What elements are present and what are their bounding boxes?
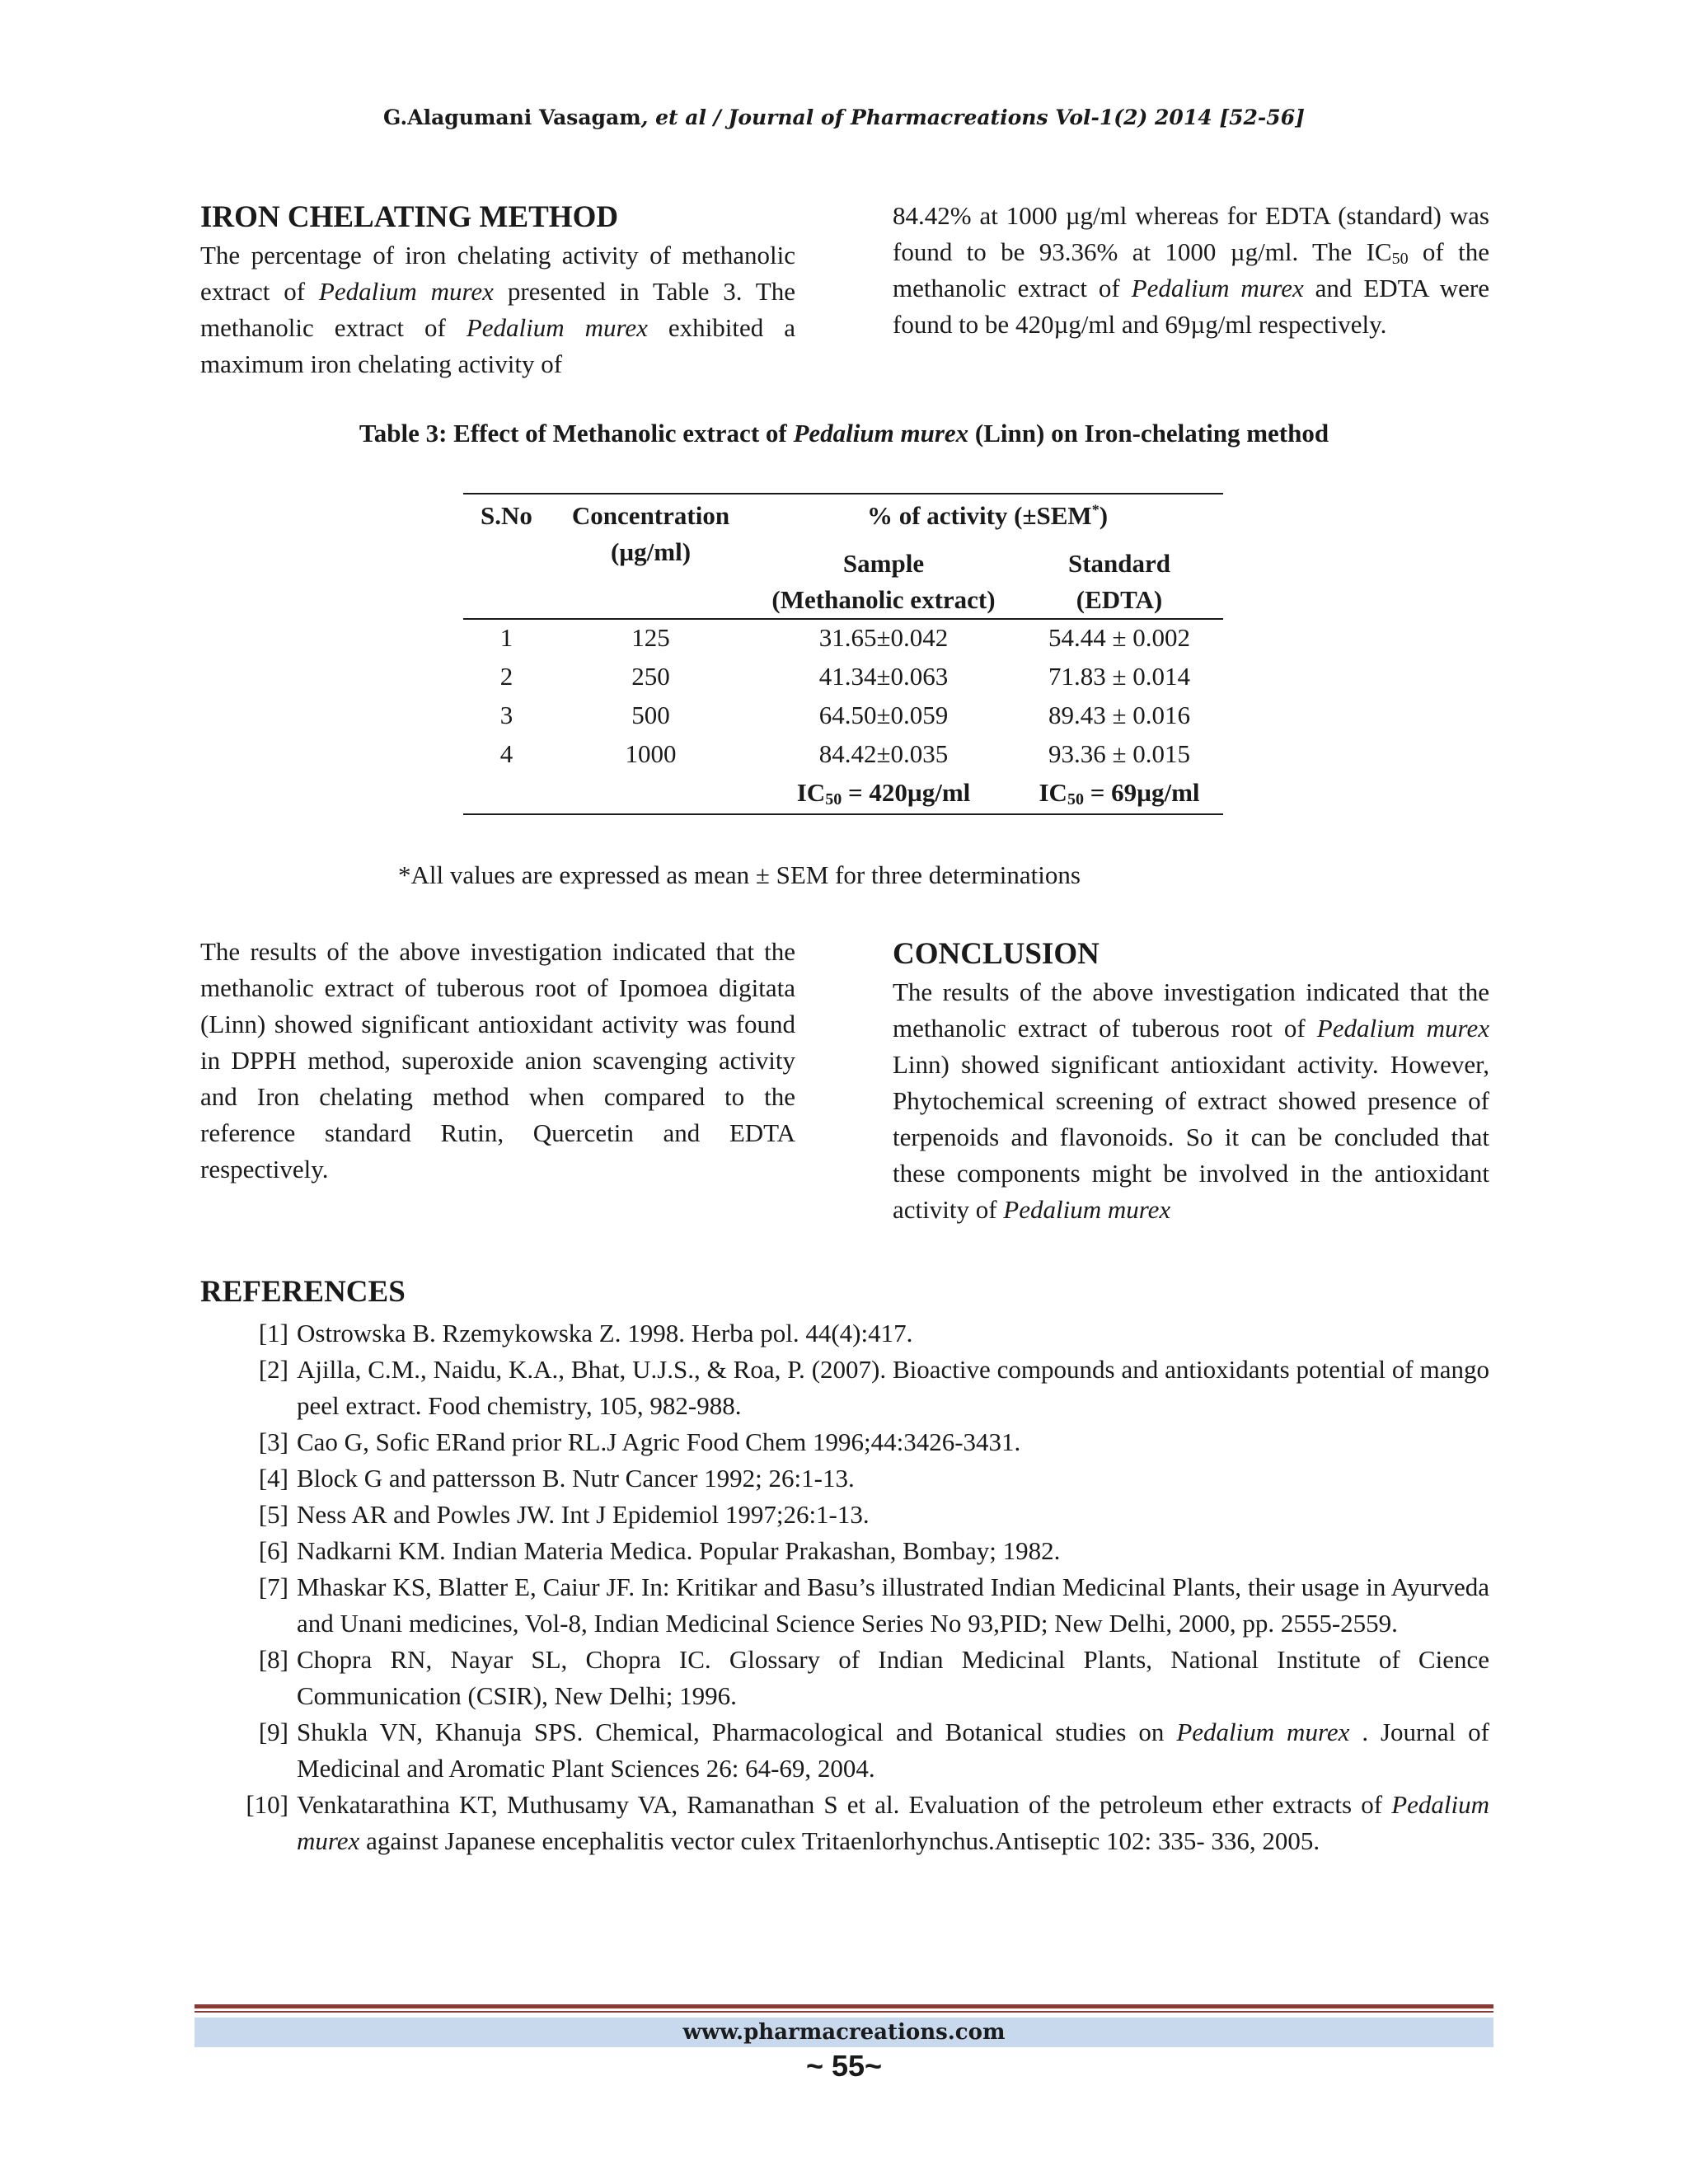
page-number: ~ 55~ [805, 2049, 883, 2083]
header-citation: , et al / Journal of Pharmacreations Vol-1(2) 2014 [52-56] [640, 105, 1305, 129]
iron-section-title: IRON CHELATING METHOD [200, 200, 619, 234]
cell-sample: 64.50±0.059 [818, 701, 949, 729]
footer-url[interactable]: www.pharmacreations.com [195, 2018, 1493, 2047]
cell-sample: 31.65±0.042 [818, 623, 949, 652]
references-title: REFERENCES [200, 1275, 406, 1309]
reference-item: [3] Cao G, Sofic ERand prior RL.J Agric Food Chem 1996;44:3426-3431. [258, 1427, 1021, 1456]
reference-item: [5] Ness AR and Powles JW. Int J Epidemiol 1997;26:1-13. [258, 1500, 870, 1529]
reference-item: [4] Block G and pattersson B. Nutr Cancer 1992; 26:1-13. [258, 1464, 855, 1493]
header-authors: G.Alagumani Vasagam [383, 105, 641, 129]
species-name: Pedalium murex [1131, 274, 1304, 302]
table-footnote: *All values are expressed as mean ± SEM for three determinations [398, 860, 1081, 889]
cell-standard: 89.43 ± 0.016 [1048, 701, 1190, 729]
cell-sno: 1 [499, 623, 513, 652]
results-paragraph: The results of the above investigation indicated that the methanolic extract of tuberous root of Ipomoea digitata (Linn) showed significant antioxidant activity was found in DPPH method, superoxide anion scavenging activity and Iron chelating method when compared to the reference standard Rutin, Quercetin and EDTA respectively. [200, 937, 795, 1183]
references-list [200, 1315, 1489, 1859]
iron-section-paragraph: The percentage of iron chelating activity of methanolic extract of Pedalium murex presented in Table 3. The methanolic extract of Pedalium murex exhibited a maximum iron chelating activity of [200, 241, 795, 378]
table-row [463, 736, 1223, 775]
header-concentration: Concentration (µg/ml) [571, 501, 730, 566]
iron-section-right [893, 198, 1489, 343]
conclusion-paragraph: The results of the above investigation indicated that the methanolic extract of tuberous root of Pedalium murex Linn) showed significant antioxidant activity. However, Phytochemical screening of extract showed presence of terpenoids and flavonoids. So it can be concluded that these components might be involved in the antioxidant activity of Pedalium murex [893, 977, 1489, 1224]
cell-standard: 54.44 ± 0.002 [1048, 623, 1190, 652]
table-row [463, 697, 1223, 736]
cell-concentration: 500 [631, 701, 670, 729]
footer-rule [195, 2004, 1493, 2008]
species-name: Pedalium murex [1003, 1195, 1171, 1224]
cell-sno: 4 [499, 739, 513, 768]
cell-sample: 41.34±0.063 [818, 662, 949, 691]
reference-item: [7] Mhaskar KS, Blatter E, Caiur JF. In: Kritikar and Basu’s illustrated Indian Medicinal Plants, their usage in Ayurveda and Unani medicines, Vol-8, Indian Medicinal Science Series No 93,PID; New Delhi, 2000, pp. 2555-2559. [258, 1572, 1489, 1638]
cell-sno: 2 [499, 662, 513, 691]
conclusion-title: CONCLUSION [893, 937, 1100, 971]
reference-item: [6] Nadkarni KM. Indian Materia Medica. Popular Prakashan, Bombay; 1982. [258, 1536, 1061, 1565]
table-row [463, 658, 1223, 697]
header-sample: Sample (Methanolic extract) [771, 549, 996, 614]
iron-section-left [200, 198, 795, 382]
reference-item: [8] Chopra RN, Nayar SL, Chopra IC. Glossary of Indian Medicinal Plants, National Institute of Cience Communication (CSIR), New Delhi; 1996. [258, 1645, 1489, 1710]
cell-standard: 71.83 ± 0.014 [1048, 662, 1190, 691]
cell-concentration: 125 [631, 623, 670, 652]
cell-sample: 84.42±0.035 [818, 739, 949, 768]
header-standard: Standard (EDTA) [1067, 549, 1171, 614]
species-name: Pedalium murex [318, 277, 494, 306]
species-name: Pedalium murex [466, 313, 648, 342]
ic50-standard: $IC_{50} = 69\mu g/ml$ [1039, 778, 1200, 808]
reference-item: [1] Ostrowska B. Rzemykowska Z. 1998. Herba pol. 44(4):417. [258, 1319, 913, 1347]
cell-concentration: 250 [631, 662, 670, 691]
conclusion-section [893, 935, 1489, 1228]
iron-chelating-table [463, 493, 1223, 815]
species-name: Pedalium murex [297, 1790, 1489, 1855]
header-activity: % of activity (±SEM*) [866, 501, 1109, 530]
footer-rule-thin [195, 2011, 1493, 2013]
cell-sno: 3 [499, 701, 513, 729]
reference-item: [10] Venkatarathina KT, Muthusamy VA, Ramanathan S et al. Evaluation of the petroleum ether extracts of Pedalium murex against Japanese encephalitis vector culex Tritaenlorhynchus.Antiseptic 102: 335- 336, 2005. [246, 1790, 1489, 1855]
cell-concentration: 1000 [625, 739, 677, 768]
species-name: Pedalium murex [1176, 1718, 1350, 1746]
species-name: Pedalium murex [1316, 1014, 1489, 1043]
ic50-sample: $IC_{50} = 420\mu g/ml$ [796, 778, 971, 808]
table-row [463, 619, 1223, 658]
cell-standard: 93.36 ± 0.015 [1048, 739, 1190, 768]
running-head [0, 105, 1688, 129]
reference-item: [9] Shukla VN, Khanuja SPS. Chemical, Pharmacological and Botanical studies on Pedalium murex . Journal of Medicinal and Aromatic Plant Sciences 26: 64-69, 2004. [258, 1718, 1489, 1783]
table-caption: Table 3: Effect of Methanolic extract of Pedalium murex (Linn) on Iron-chelating method [359, 419, 1329, 448]
ic50-row [463, 775, 1223, 814]
iron-section-continuation: 84.42% at 1000 µg/ml whereas for EDTA (standard) was found to be 93.36% at 1000 µg/ml. The $IC_{50}$ of the methanolic extract of Pedalium murex and EDTA were found to be 420µg/ml and 69µg/ml respectively. [893, 201, 1489, 339]
header-sno: S.No [481, 501, 532, 530]
species-name: Pedalium murex [793, 419, 969, 448]
reference-item: [2] Ajilla, C.M., Naidu, K.A., Bhat, U.J.S., & Roa, P. (2007). Bioactive compounds and antioxidants potential of mango peel extract. Food chemistry, 105, 982-988. [258, 1355, 1489, 1420]
